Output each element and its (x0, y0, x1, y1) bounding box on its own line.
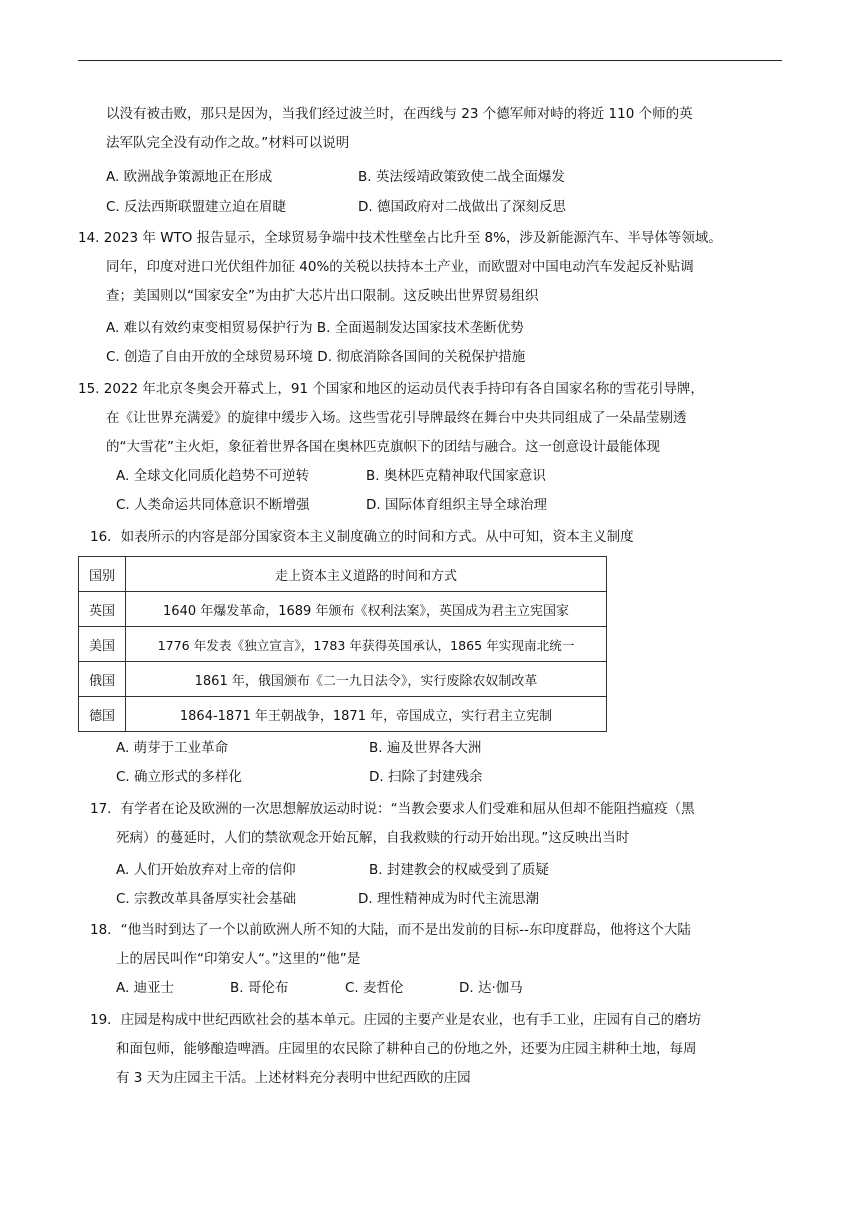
table-row (79, 627, 607, 662)
q16-stem: 16．如表所示的内容是部分国家资本主义制度确立的时间和方式。从中可知，资本主义制度 (90, 529, 634, 545)
q13-option-a[interactable]: A. 欧洲战争策源地正在形成 (106, 169, 273, 185)
q19-line-2: 和面包师，能够酿造啤酒。庄园里的农民除了耕种自己的份地之外，还要为庄园主耕种土地，每周 (116, 1041, 697, 1057)
header-rule (78, 60, 782, 61)
q13-option-d[interactable]: D. 德国政府对二战做出了深刻反思 (358, 199, 566, 215)
q15-line-2: 在《让世界充满爱》的旋律中缓步入场。这些雪花引导牌最终在舞台中央共同组成了一朵晶莹剔透 (106, 410, 687, 426)
q18-line-1: 18．“他当时到达了一个以前欧洲人所不知的大陆，而不是出发前的目标--东印度群岛，他将这个大陆 (90, 922, 691, 938)
q15-option-c[interactable]: C. 人类命运共同体意识不断增强 (116, 497, 310, 513)
q15-option-d[interactable]: D. 国际体育组织主导全球治理 (366, 497, 547, 513)
q13-line-2: 法军队完全没有动作之故。”材料可以说明 (106, 135, 350, 151)
table-cell-path: 1861 年，俄国颁布《二一九日法令》，实行废除农奴制改革 (126, 662, 607, 697)
table-cell-path: 1864-1871 年王朝战争，1871 年，帝国成立，实行君主立宪制 (126, 697, 607, 732)
q13-option-b[interactable]: B. 英法绥靖政策致使二战全面爆发 (358, 169, 565, 185)
q19-line-3: 有 3 天为庄园主干活。上述材料充分表明中世纪西欧的庄园 (116, 1070, 471, 1086)
q15-line-1: 15. 2022 年北京冬奥会开幕式上，91 个国家和地区的运动员代表手持印有各自国家名称的雪花引导牌， (78, 381, 704, 397)
q14-line-2: 同年，印度对进口光伏组件加征 40%的关税以扶持本土产业，而欧盟对中国电动汽车发起反补贴调 (106, 259, 694, 275)
q17-option-a[interactable]: A. 人们开始放弃对上帝的信仰 (116, 862, 296, 878)
q14-line-3: 查；美国则以“国家安全”为由扩大芯片出口限制。这反映出世界贸易组织 (106, 288, 539, 304)
q18-option-c[interactable]: C. 麦哲伦 (345, 980, 404, 996)
q13-option-c[interactable]: C. 反法西斯联盟建立迫在眉睫 (106, 199, 287, 215)
table-cell-path: 1640 年爆发革命，1689 年颁布《权利法案》，英国成为君主立宪国家 (126, 592, 607, 627)
table-header-country: 国别 (79, 557, 126, 592)
q17-option-b[interactable]: B. 封建教会的权威受到了质疑 (369, 862, 549, 878)
table-header-path: 走上资本主义道路的时间和方式 (126, 557, 607, 592)
q17-option-d[interactable]: D. 理性精神成为时代主流思潮 (358, 891, 539, 907)
table-row (79, 592, 607, 627)
table-header-row (79, 557, 607, 592)
q18-option-b[interactable]: B. 哥伦布 (230, 980, 289, 996)
q16-table (78, 556, 607, 732)
table-row (79, 697, 607, 732)
table-cell-country: 美国 (79, 627, 126, 662)
q16-option-a[interactable]: A. 萌芽于工业革命 (116, 740, 229, 756)
q14-options-cd[interactable]: C. 创造了自由开放的全球贸易环境 D. 彻底消除各国间的关税保护措施 (106, 349, 526, 365)
q13-line-1: 以没有被击败，那只是因为，当我们经过波兰时，在西线与 23 个德军师对峙的将近 110 个师的英 (106, 106, 693, 122)
q16-option-d[interactable]: D. 扫除了封建残余 (369, 769, 483, 785)
q16-option-b[interactable]: B. 遍及世界各大洲 (369, 740, 482, 756)
table-cell-country: 德国 (79, 697, 126, 732)
q16-option-c[interactable]: C. 确立形式的多样化 (116, 769, 243, 785)
table-row (79, 662, 607, 697)
q15-line-3: 的“大雪花”主火炬，象征着世界各国在奥林匹克旗帜下的团结与融合。这一创意设计最能体现 (106, 439, 660, 455)
q15-option-a[interactable]: A. 全球文化同质化趋势不可逆转 (116, 468, 310, 484)
q14-line-1: 14. 2023 年 WTO 报告显示，全球贸易争端中技术性壁垒占比升至 8%，涉及新能源汽车、半导体等领域。 (78, 230, 722, 246)
table-cell-country: 俄国 (79, 662, 126, 697)
q14-options-ab[interactable]: A. 难以有效约束变相贸易保护行为 B. 全面遏制发达国家技术垄断优势 (106, 320, 524, 336)
q15-option-b[interactable]: B. 奥林匹克精神取代国家意识 (366, 468, 546, 484)
table-cell-path: 1776 年发表《独立宣言》，1783 年获得英国承认，1865 年实现南北统一 (126, 627, 607, 662)
q18-option-d[interactable]: D. 达·伽马 (459, 980, 523, 996)
q17-option-c[interactable]: C. 宗教改革具备厚实社会基础 (116, 891, 297, 907)
q19-line-1: 19．庄园是构成中世纪西欧社会的基本单元。庄园的主要产业是农业，也有手工业，庄园有自己的磨坊 (90, 1012, 702, 1028)
q17-line-1: 17．有学者在论及欧洲的一次思想解放运动时说：“当教会要求人们受难和屈从但却不能阻挡瘟疫（黑 (90, 801, 695, 817)
q17-line-2: 死病）的蔓延时，人们的禁欲观念开始瓦解，自我救赎的行动开始出现。”这反映出当时 (116, 830, 630, 846)
q18-option-a[interactable]: A. 迪亚士 (116, 980, 175, 996)
table-cell-country: 英国 (79, 592, 126, 627)
q18-line-2: 上的居民叫作“印第安人“。”这里的“他”是 (116, 951, 361, 967)
